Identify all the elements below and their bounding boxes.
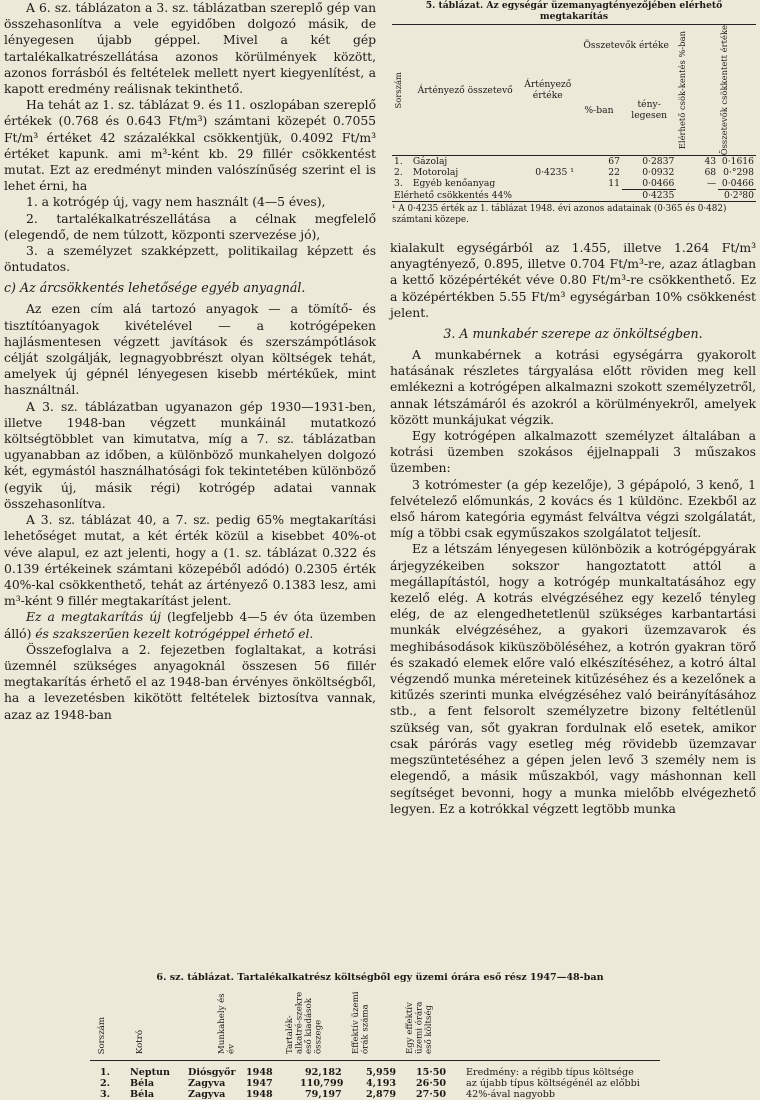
list-item: 1. a kotrógép új, vagy nem használt (4—5 éves), — [26, 194, 326, 210]
cell: Zagyva — [188, 1078, 226, 1089]
cell: 1947 — [246, 1078, 273, 1089]
table-row — [392, 190, 756, 202]
text: (legfeljebb 4—5 év óta üzemben álló) — [4, 609, 376, 641]
paragraph: A 3. sz. táblázat 40, a 7. sz. pedig 65% megtakarítási lehetőséget mutat, a két érték közül a kisebbet 40%-ot véve alapul, ez azt jelenti, hogy a (1. sz. táblázat 0.322 és 0.139 értékeinek számtani közepéből adódó) 0.2305 érték 40%-kal csökkenthető, tehát az ártényező 0.1383 lesz, ami m³-ként 9 fillér megtakarítást jelent. — [4, 512, 376, 609]
table-caption: 5. táblázat. Az egységár üzemanyagtényezőjében elérhető megtakarítás — [425, 0, 723, 22]
left-column — [4, 0, 376, 723]
paragraph: kialakult egységárból az 1.455, illetve 1.264 Ft/m³ anyagtényező, 0.895, illetve 0.704 Ft/m³-re, azaz átlagban a kettő középértékét véve 0.80 Ft/m³-re csökkenthető. Ez a középértékben 5.55 Ft/m³ egységárban 10% csökkenést jelent. — [390, 240, 756, 320]
column-header: Sorszám — [97, 1016, 107, 1054]
sum-label: Elérhető csökkentés 44% — [394, 189, 513, 201]
row-number: 2. — [394, 167, 403, 179]
cell: 4,193 — [366, 1078, 397, 1089]
column-header: Ártényező értéke — [524, 79, 572, 102]
paragraph: Az ezen cím alá tartozó anyagok — a tömítő- és tisztítóanyagok kivételével — a kotrógépeken hajlásmentesen végzett javítások és szerszámpótlások célját szolgálják, legnagyobbrészt olyan költségek tehát, amelyek új gépnél lényegesen kisebb mértékűek, mint használtnál. — [4, 301, 376, 398]
table-footnote — [392, 204, 756, 226]
row-label: Gázolaj — [412, 156, 448, 168]
table-row — [0, 1089, 760, 1100]
cell: 0·2837 — [642, 156, 675, 168]
right-column — [390, 240, 756, 817]
note: 42%-ával nagyobb — [466, 1089, 556, 1100]
paragraph — [4, 609, 376, 641]
table-6 — [0, 972, 760, 1100]
cell: 11 — [608, 178, 620, 190]
paragraph: Összefoglalva a 2. fejezetben foglaltakat, a kotrási üzemnél szükséges anyagoknál összesen 56 fillér megtakarítás érhető el az 1948-ban érvényes önköltségből, ha a levezetésben kikötött feltételek biztosítva vannak, azaz az 1948-ban — [4, 641, 376, 722]
cell: 0·0466 — [718, 178, 756, 190]
table-row — [0, 1078, 760, 1089]
cell: — — [706, 178, 717, 190]
paragraph: A 6. sz. táblázaton a 3. sz. táblázatban szereplő gép van összehasonlítva a vele egyidőben dolgozó másik, de lényegesen újabb géppel. Mivel a két gép tartalékalkatrészellátása azonos körülmények között, azonos forrásból és feltételek mellett nyert kiegyenlítést, a kapott eredmény reálisnak tekinthető. — [4, 0, 376, 97]
data-table — [392, 24, 756, 202]
row-label: Motorolaj — [412, 167, 459, 179]
cell: 1948 — [246, 1067, 273, 1078]
total-value: 0·4235 ¹ — [535, 167, 574, 179]
sum-value: 0·4235 — [642, 190, 675, 202]
cell: 43 — [704, 156, 717, 168]
cell: 27·50 — [416, 1089, 447, 1100]
paragraph: Ha tehát az 1. sz. táblázat 9. és 11. oszlopában szereplő értékek (0.768 és 0.643 Ft/m³) számtani közepét 0.7055 Ft/m³ értéket 42 százalékkal csökkentjük, 0.4092 Ft/m³ értéket kapunk. ami m³-ként kb. 29 fillér csökkentést mutat. Ezt az eredményt minden valószínűség szerint el is lehet érni, ha — [4, 97, 376, 194]
cell: 22 — [608, 167, 620, 179]
column-header: Sorszám — [393, 71, 403, 109]
row-number: 1. — [100, 1067, 111, 1078]
paragraph: A munkabérnek a kotrási egységárra gyakorolt hatásának részletes tárgyalása előtt röviden meg kell emlékezni a kotrógépen alkalmazni szokott személyzetről, annak létszámáról és azokról a körülményekről, amelyek között munkájukat végzik. — [390, 347, 756, 427]
table-row — [392, 156, 756, 168]
column-header: Összetevők csökkentett értéke — [719, 25, 730, 156]
column-header: Elérhető csök-kentés %-ban — [677, 31, 688, 150]
column-header: Effektív üzemi órák száma — [351, 991, 371, 1054]
list-item: 3. a személyzet szakképzett, politikailag képzett és öntudatos. — [4, 243, 376, 275]
table-row — [0, 1067, 760, 1078]
row-number: 3. — [100, 1089, 111, 1100]
row-label: Egyéb kenőanyag — [412, 178, 496, 190]
row-number: 1. — [394, 156, 403, 168]
column-header: Ártényező összetevő — [417, 84, 513, 96]
cell: 2,879 — [366, 1089, 397, 1100]
note: Eredmény: a régibb típus költsége — [466, 1067, 634, 1078]
cell: Zagyva — [188, 1089, 226, 1100]
cell: Béla — [130, 1078, 155, 1089]
cell: 5,959 — [366, 1067, 397, 1078]
column-header: Egy effektív üzemi órára eső költség — [405, 1001, 434, 1054]
column-header: Munkahely és év — [217, 993, 237, 1054]
emphasis: és szakszerűen kezelt kotrógéppel érhető el. — [35, 625, 314, 641]
cell: 0·0466 — [622, 178, 676, 190]
row-number: 3. — [394, 178, 403, 190]
section-heading: c) Az árcsökkentés lehetősége egyéb anyagnál. — [4, 280, 306, 296]
column-header: Tartalék-alkatré-szekre eső kiadások összege — [285, 991, 324, 1054]
note: az újabb típus költségénél az előbbi — [466, 1078, 640, 1089]
table-header — [90, 990, 660, 1061]
cell: Diósgyőr — [188, 1067, 236, 1078]
list-item: 2. tartalékalkatrészellátása a célnak megfelelő (elegendő, de nem túlzott, központi szervezése jó), — [4, 210, 376, 242]
table-5 — [392, 0, 756, 226]
column-header: %-ban — [584, 104, 614, 116]
cell: 68 — [704, 167, 717, 179]
paragraph: 3 kotrómester (a gép kezelője), 3 gépápoló, 3 kenő, 1 felvételező előmunkás, 2 kovács és 1 küldönc. Ezekből az első három kategória egymást felváltva végzi szolgálatát, míg a többi csak egyműszakos szolgálatot teljesít. — [390, 476, 756, 541]
footnote: ¹ A 0·4235 érték az 1. táblázat 1948. évi azonos adatainak (0·365 és 0·482) számtani közepe. — [392, 204, 727, 226]
cell: 79,197 — [305, 1089, 342, 1100]
row-number: 2. — [100, 1078, 111, 1089]
cell: 26·50 — [416, 1078, 447, 1089]
sum-new: 0·2³80 — [724, 190, 754, 202]
paragraph: A 3. sz. táblázatban ugyanazon gép 1930—1931-ben, illetve 1948-ban végzett munkáinál mutatkozó költségtöbblet van kimutatva, míg a 7. sz. táblázatban ugyanabban az időben, a különböző munkahelyen dolgozó két, egymástól használhatósági fok tekintetében különböző (egyik új, másik régi) kotrógép adatai vannak összehasonlítva. — [4, 398, 376, 511]
column-header: Összetevők értéke — [583, 39, 669, 51]
emphasis: Ez a megtakarítás új — [26, 609, 161, 625]
cell: Neptun — [130, 1067, 170, 1078]
column-header: tény-legesen — [631, 99, 668, 122]
cell: 15·50 — [416, 1067, 447, 1078]
cell: 0·1616 — [721, 156, 754, 168]
cell: 0·°298 — [723, 167, 754, 179]
column-header: Kotró — [135, 1029, 145, 1054]
cell: 1948 — [246, 1089, 273, 1100]
table-body — [0, 1067, 760, 1100]
cell: 110,799 — [300, 1078, 344, 1089]
cell: 0·0932 — [642, 167, 675, 179]
paragraph: Ez a létszám lényegesen különbözik a kotrógépgyárak árjegyzékeiben sokszor hangoztatott attól a megállapítástól, hogy a kotrógép munkaltatásához egy kezelő elég. A kotrás elvégzéséhez egy kezelő tényleg elég, de az elengedhetetlenül szükséges karbantartási munkák elvégzéséhez, a gyakori üzemzavarok és meghibásodások kiküszöböléséhez, a kotrón gyakran törő és szakadó elemek előre való elkészítéséhez, a kotró által végzendő munka méreteinek kitűzéséhez és a kezelőnek a kitűzés szerinti munka elvégzéséhez való beirányításához stb., a fent felsorolt személyzetre bizony feltétlenül szükség van, sőt gyakran fordulnak elő esetek, amikor csak párórás vagy esetleg még rövidebb üzemzavar megszüntetéséhez a gépen jelen levő 3 személy nem is elegendő, a másik műszakból, vagy máshonnan kell segítséget bevonni, hogy a munka mielőbb elvégezhető legyen. Ez a kotrókkal végzett legtöbb munka — [390, 541, 756, 816]
table-caption: 6. sz. táblázat. Tartalékalkatrész költségből egy üzemi órára eső rész 1947—48-ban — [156, 972, 604, 983]
cell: 92,182 — [305, 1067, 342, 1078]
section-heading: 3. A munkabér szerepe az önköltségben. — [443, 326, 703, 342]
cell: 67 — [608, 156, 620, 168]
cell: Béla — [130, 1089, 155, 1100]
paragraph: Egy kotrógépen alkalmazott személyzet általában a kotrási üzemben szokásos éjjelnappali 3 műszakos üzemben: — [390, 428, 756, 476]
